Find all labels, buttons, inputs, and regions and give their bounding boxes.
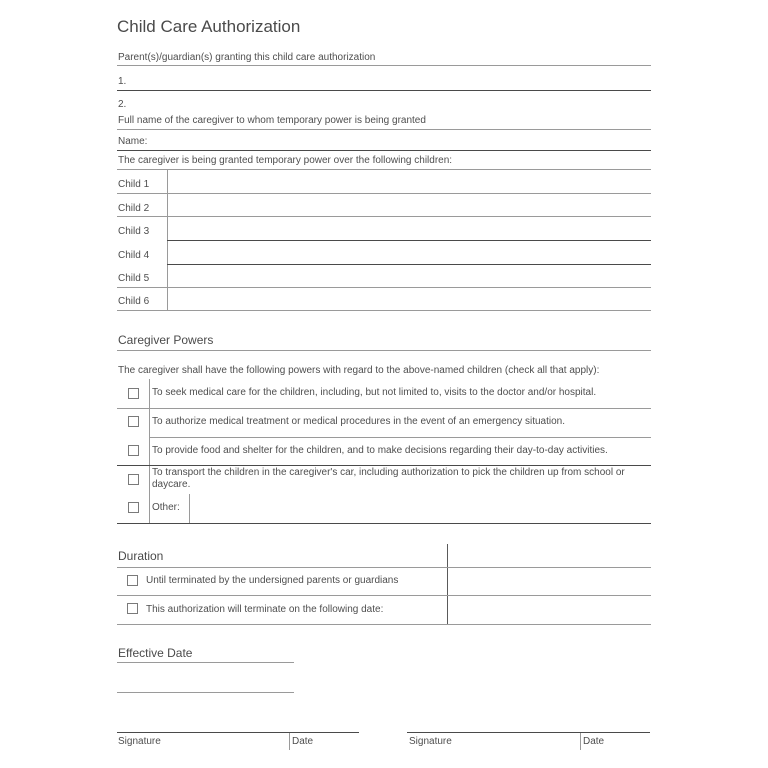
caregiver-name-field[interactable] — [152, 133, 648, 149]
divider — [117, 350, 651, 351]
caregiver-heading: Full name of the caregiver to whom temporary power is being granted — [118, 115, 426, 126]
power-other-label: Other: — [152, 502, 180, 513]
date-1-label: Date — [292, 736, 314, 747]
signature-line-2 — [407, 732, 650, 733]
power-2-label: To authorize medical treatment or medical procedures in the event of an emergency situation. — [152, 416, 565, 427]
caregiver-name-line — [117, 150, 651, 151]
divider — [117, 662, 294, 663]
effective-date-line — [117, 692, 294, 693]
signature-2-label: Signature — [409, 736, 452, 747]
date-1-field[interactable] — [290, 708, 358, 732]
parents-heading: Parent(s)/guardian(s) granting this child care authorization — [118, 52, 376, 63]
termination-date-field[interactable] — [450, 598, 648, 622]
child-3-label: Child 3 — [118, 226, 150, 237]
duration-2-checkbox[interactable] — [127, 603, 138, 614]
child-5-field[interactable] — [170, 266, 648, 286]
row-line — [167, 240, 651, 241]
row-line — [167, 264, 651, 265]
child-4-label: Child 4 — [118, 250, 150, 261]
child-3-field[interactable] — [170, 219, 648, 239]
parent-1-line — [117, 90, 651, 91]
signature-2-divider — [580, 733, 581, 750]
divider — [117, 169, 651, 170]
power-4-checkbox[interactable] — [128, 474, 139, 485]
child-6-field[interactable] — [170, 289, 648, 309]
parent-2-field[interactable] — [128, 96, 648, 110]
child-1-label: Child 1 — [118, 179, 150, 190]
row-line — [117, 193, 651, 194]
effective-date-heading: Effective Date — [118, 646, 193, 660]
row-line — [117, 465, 651, 466]
signature-1-divider — [289, 733, 290, 750]
power-3-checkbox[interactable] — [128, 445, 139, 456]
power-other-field[interactable] — [192, 496, 648, 520]
duration-1-label: Until terminated by the undersigned parents or guardians — [146, 575, 399, 586]
duration-2-label: This authorization will terminate on the following date: — [146, 604, 384, 615]
powers-heading: Caregiver Powers — [118, 333, 214, 347]
row-line — [117, 287, 651, 288]
row-line — [117, 216, 651, 217]
row-line — [117, 595, 651, 596]
date-2-label: Date — [583, 736, 605, 747]
child-1-field[interactable] — [170, 172, 648, 192]
duration-column-divider — [447, 544, 448, 624]
duration-1-checkbox[interactable] — [127, 575, 138, 586]
other-field-divider — [189, 494, 190, 523]
signature-1-label: Signature — [118, 736, 161, 747]
caregiver-name-label: Name: — [118, 136, 148, 147]
signature-1-field[interactable] — [117, 708, 287, 732]
row-line — [117, 408, 651, 409]
power-1-label: To seek medical care for the children, including, but not limited to, visits to the doctor and/or hospital. — [152, 387, 597, 398]
power-3-label: To provide food and shelter for the children, and to make decisions regarding their day-to-day activities. — [152, 445, 608, 456]
power-2-checkbox[interactable] — [128, 416, 139, 427]
parent-1-field[interactable] — [128, 72, 648, 88]
page-title: Child Care Authorization — [117, 17, 301, 36]
power-4-label: To transport the children in the caregiver's car, including authorization to pick the children up from school or daycare. — [152, 467, 625, 490]
signature-2-field[interactable] — [407, 708, 579, 732]
row-line — [117, 523, 651, 524]
power-other-checkbox[interactable] — [128, 502, 139, 513]
divider — [117, 65, 651, 66]
effective-date-field[interactable] — [117, 670, 294, 692]
child-6-label: Child 6 — [118, 296, 150, 307]
divider — [117, 567, 651, 568]
row-line — [149, 437, 651, 438]
row-line — [117, 624, 651, 625]
child-4-field[interactable] — [170, 243, 648, 263]
parent-1-label: 1. — [118, 76, 127, 87]
power-1-checkbox[interactable] — [128, 388, 139, 399]
divider — [117, 129, 651, 130]
parent-2-label: 2. — [118, 99, 127, 110]
powers-intro: The caregiver shall have the following powers with regard to the above-named children (check all that apply): — [118, 365, 600, 376]
child-2-label: Child 2 — [118, 203, 150, 214]
row-line — [117, 310, 651, 311]
child-5-label: Child 5 — [118, 273, 150, 284]
duration-heading: Duration — [118, 549, 164, 563]
child-2-field[interactable] — [170, 196, 648, 216]
powers-column-divider — [149, 379, 150, 523]
date-2-field[interactable] — [581, 708, 649, 732]
signature-line-1 — [117, 732, 359, 733]
children-heading: The caregiver is being granted temporary power over the following children: — [118, 155, 453, 166]
